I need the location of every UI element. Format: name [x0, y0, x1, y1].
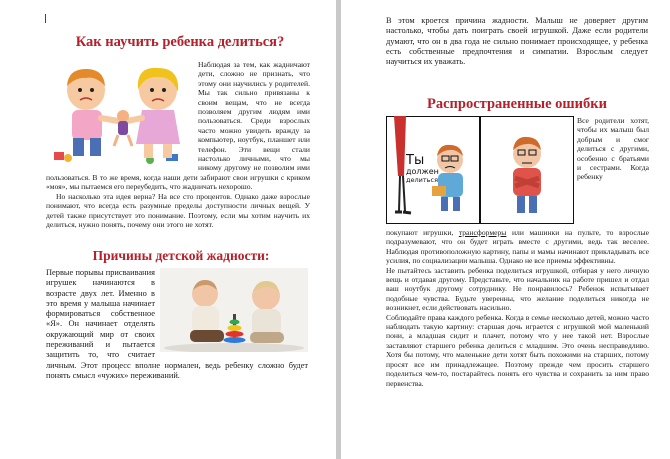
caption-line-3: делиться	[406, 176, 438, 184]
caption-line-2: должен	[406, 167, 439, 176]
babies-playing-photo	[160, 268, 308, 352]
kids-tug-of-war-illustration	[46, 60, 194, 168]
causes-block	[46, 268, 308, 381]
rights-paragraph: Соблюдайте права каждого ребенка. Когда в семье несколько детей, можно часто наблюдать такую картину: старшая дочь играется с игрушкой мой маленький пони, а младшая сидит и плачет, потому что у нее такой нет. Взрослые заставляют старшего ребенка делиться с младшим. Это очень несправедливо. Хотя бы потому, что маленькие дети хотят быть похожими на старших, потому просят все им принадлежащее. Поэтому прежде чем просить старшего поделиться чем-то, постарайтесь понять его чувства и сохранить за ним право первенства.	[386, 312, 649, 388]
right-page	[341, 0, 670, 459]
intro-block	[46, 60, 310, 229]
toys-text-after: или машинки на пульте, то взрослые подразумевают, что он будет играть вместе с другими, ведь так веселее. Наблюдая противоположную картину, папы и мамы начинают прикладывать все усилия, по социализации малыша. Однако не все приемы эффективны.	[386, 228, 649, 266]
toys-text-before: покупают игрушки,	[386, 228, 459, 237]
intro-paragraph: Наблюдая за тем, как жадничают дети, сложно не признать, что этому они научились у родителей. Мы так сильно привязаны к своим вещам, что не всегда позволяем другим людям ими пользоваться. Среди взрослых часто можно увидеть вражду за компьютер, ноутбук, планшет или телефон. Эти вещи стали настолько личными, что мы никому другому не позволим ими пользоваться. В то же время, когда наши дети забирают свои игрушки с криком «моя», мы пытаемся его переубедить, что жадничать нехорошо.	[46, 60, 310, 192]
section-title-causes: Причины детской жадности:	[92, 248, 270, 263]
page-corner-mark	[45, 14, 46, 23]
toys-paragraph	[386, 228, 649, 266]
mistakes-continued	[386, 228, 649, 388]
second-paragraph: Но насколько эта идея верна? На все сто процентов. Однако даже взрослые понимают, что всегда есть разумные пределы доступности личных вещей. У детей также присутствует это понимание. Поэтому, если мы хотим научить их делиться, нужно понять, почему они этого не хотят.	[46, 191, 310, 229]
must-share-caption	[406, 154, 446, 184]
force-share-paragraph: Не пытайтесь заставить ребенка поделиться игрушкой, отбирая у него личную вещь и отдавая другому. Представьте, что начальник на работе пришел и отдал ваш ноутбук другому сотруднику. Не понравилось? Ребенок испытывает подобные чувства. Будьте уверенны, что желание поделиться никогда не возникнет, если действовать насильно.	[386, 265, 649, 313]
right-intro-paragraph: В этом кроется причина жадности. Малыш не доверяет другим настолько, чтобы дать поиграть своей игрушкой. Даже если родители думают, что он в два года не сильно понимает происходящее, у ребенка есть собственные предпочтения и симпатии. Взрослым следует научиться их уважать.	[386, 16, 648, 67]
caption-line-1: Ты	[406, 153, 425, 168]
transformers-link[interactable]: трансформеры	[458, 228, 507, 237]
left-page-title: Как научить ребенка делиться?	[75, 34, 285, 50]
must-share-illustration	[386, 116, 574, 224]
mistakes-block	[386, 116, 649, 224]
section-title-mistakes: Распространенные ошибки	[427, 96, 607, 112]
mistakes-side-text: Все родители хотят, чтобы их малыш был добрым и смог делиться с другими, особенно с братьями и сестрами. Когда ребенку	[577, 116, 649, 182]
causes-paragraph: Первые порывы присваивания игрушек начинаются в возрасте двух лет. Именно в это время у малыша начинает формироваться собственное «Я». Он начинает отделять окружающий мир от своих переживаний и пытается защитить то, что считает личным. Этот процесс вполне нормален, ведь ребенку сложно будет понять смысл «чужих» переживаний.	[46, 268, 308, 380]
